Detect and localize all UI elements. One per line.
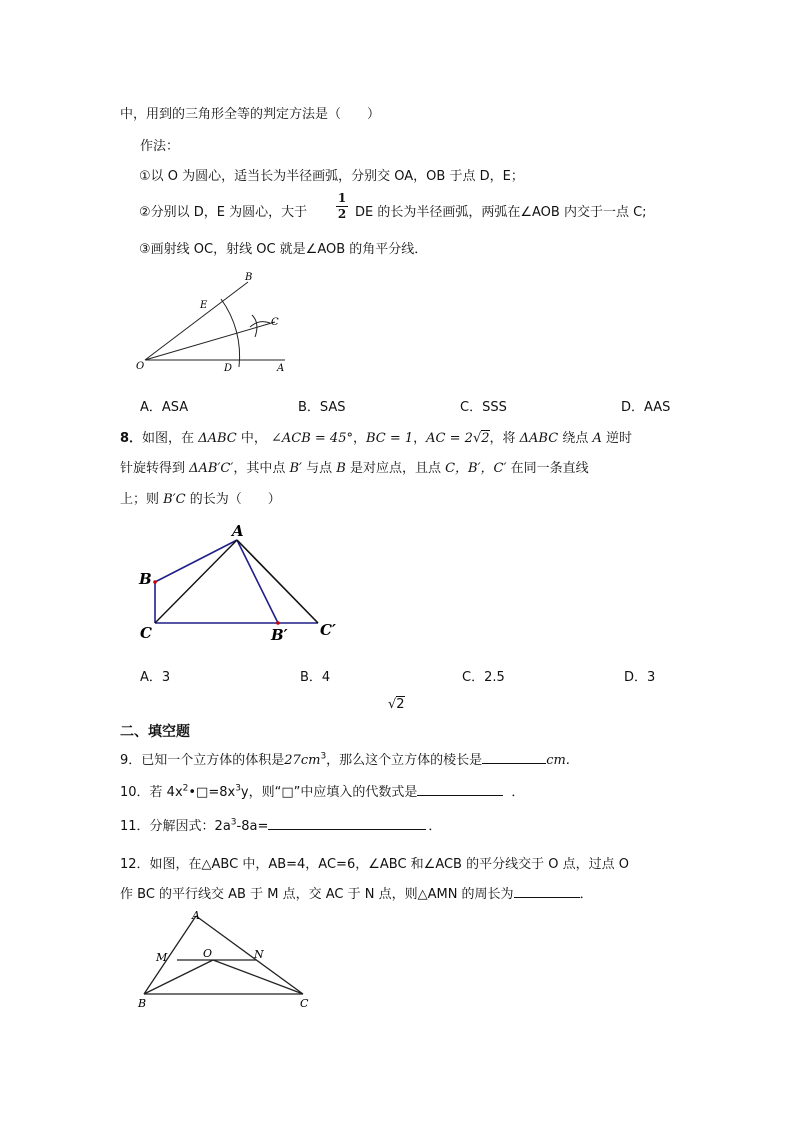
- q8-option-a[interactable]: A．3: [140, 670, 171, 685]
- q8-condition-bc: BC = 1: [365, 431, 414, 446]
- q9-volume: 27cm: [284, 753, 321, 768]
- q8-line3: [120, 488, 281, 507]
- q8-text: 逆时: [601, 431, 632, 446]
- q7-fraction-half: [336, 192, 348, 221]
- label-m: M: [156, 951, 168, 964]
- q7-step3: ③画射线 OC，射线 OC 就是∠AOB 的角平分线．: [139, 242, 428, 257]
- q10-exp: 2: [182, 783, 189, 794]
- label-e: E: [200, 300, 208, 311]
- arc-mark-1: [252, 315, 257, 337]
- label-c: C: [300, 997, 309, 1010]
- q8-collinear-points: C，B′，C′: [445, 461, 507, 476]
- q10-text-part: 10．若 4x: [120, 785, 183, 800]
- ray-ob: [145, 282, 248, 360]
- q8-rotation-figure: [135, 518, 345, 644]
- q7-option-b[interactable]: B．SAS: [298, 400, 346, 415]
- q7-fraction-denominator: 2: [337, 207, 347, 221]
- q8-ac-value: AC = 2: [426, 431, 473, 446]
- q10-exp: 3: [235, 783, 241, 794]
- q12-text-part: 作 BC 的平行线交 AB 于 M 点，交 AC 于 N 点，则△AMN 的周长为: [120, 887, 514, 902]
- q9-text-part: ，那么这个立方体的棱长是: [326, 753, 483, 768]
- q7-intro: 中，用到的三角形全等的判定方法是（ ）: [120, 107, 381, 122]
- q8-text: 针旋转得到: [120, 461, 190, 476]
- q12-line1: 12．如图，在△ABC 中，AB=4，AC=6，∠ABC 和∠ACB 的平分线交于 O 点，过点 O: [120, 857, 629, 872]
- q11-end: ．: [428, 819, 442, 834]
- q8-point-a: A: [592, 431, 602, 446]
- q7-option-c[interactable]: C．SSS: [460, 400, 507, 415]
- q8-text: 的长为（ ）: [185, 492, 281, 507]
- label-o: O: [203, 947, 213, 960]
- label-n: N: [254, 948, 264, 961]
- q11-text-part: 11．分解因式：2a: [120, 819, 231, 834]
- q8-triangle-abc: ΔABC: [198, 431, 237, 446]
- q12-line2: [120, 883, 593, 902]
- q8-text: ，将: [489, 431, 520, 446]
- segment-ac1: [237, 540, 318, 623]
- label-a: A: [232, 522, 244, 540]
- label-b: B: [245, 272, 253, 283]
- arc-de: [221, 299, 240, 367]
- q7-angle-bisector-figure: [130, 265, 300, 377]
- q11-text-part: -8a=: [236, 819, 269, 834]
- label-c: C: [271, 317, 279, 328]
- segment-oc: [213, 960, 303, 994]
- q8-text: 是对应点，且点: [345, 461, 446, 476]
- label-b1: B′: [271, 626, 288, 644]
- q8-triangle-ab1c1: ΔAB′C′: [189, 461, 234, 476]
- q7-step2-part2: DE 的长为半径画弧，两弧在∠AOB 内交于一点 C;: [355, 205, 647, 220]
- q8-text: 上；则: [120, 492, 164, 507]
- q8-text: 中，: [236, 431, 271, 446]
- q9-volume-exp: 3: [320, 751, 327, 762]
- q8-point-b: B: [336, 461, 346, 476]
- q8-segment-b1c: B′C: [163, 492, 186, 507]
- q8-sqrt-radicand: 2: [396, 697, 405, 712]
- point-b1-dot: [276, 621, 280, 625]
- q8-text: 与点: [301, 461, 337, 476]
- q8-point-b1: B′: [289, 461, 302, 476]
- q8-number: 8．: [120, 431, 143, 446]
- q8-text: 如图，在: [142, 431, 199, 446]
- q10-text-part: •□=8x: [188, 785, 236, 800]
- point-b-dot: [153, 580, 157, 584]
- q7-step1: ①以 O 为圆心，适当长为半径画弧，分别交 OA，OB 于点 D，E；: [139, 169, 524, 184]
- segment-bo: [144, 960, 213, 994]
- q10-end: ．: [511, 785, 525, 800]
- q7-method-label: 作法：: [140, 139, 180, 154]
- q8-option-b[interactable]: B．4: [300, 670, 331, 685]
- q7-step2-part1: ②分别以 D，E 为圆心，大于: [139, 205, 308, 220]
- q9-text: [120, 749, 570, 768]
- q8-text: 绕点: [558, 431, 593, 446]
- label-a: A: [277, 363, 285, 374]
- q10-text: [120, 781, 524, 800]
- q8-condition-angle: ∠ACB = 45°: [270, 431, 353, 446]
- label-b: B: [139, 570, 152, 588]
- q12-end: ．: [579, 887, 593, 902]
- label-a: A: [192, 909, 200, 922]
- label-c1: C′: [320, 621, 336, 639]
- q12-answer-blank[interactable]: [514, 884, 580, 898]
- q8-line1: 8．如图，在 ΔABC 中， ∠ACB = 45°，BC = 1，AC = 2√2，将 ΔABC 绕点 A 逆时: [120, 431, 632, 446]
- label-o: O: [136, 361, 145, 372]
- q9-answer-blank[interactable]: [482, 750, 546, 764]
- q9-text-part: 9．已知一个立方体的体积是: [120, 753, 285, 768]
- q8-option-d-sqrt: √2: [388, 697, 405, 712]
- segment-ab: [155, 540, 237, 582]
- q8-triangle-abc: ΔABC: [519, 431, 559, 446]
- q8-option-c[interactable]: C．2.5: [462, 670, 505, 685]
- q11-answer-blank[interactable]: [268, 816, 426, 830]
- segment-ac: [155, 540, 237, 623]
- section-title-fill-blank: 二、填空题: [120, 724, 190, 740]
- segment-ab1: [237, 540, 278, 623]
- q10-answer-blank[interactable]: [417, 782, 503, 796]
- q11-exp: 3: [230, 817, 237, 828]
- q12-triangle-figure: [133, 908, 315, 1010]
- label-b: B: [138, 997, 147, 1010]
- q8-option-d[interactable]: D．3: [624, 670, 656, 685]
- ray-oc: [145, 322, 275, 360]
- q8-condition-ac: AC = 2√2: [426, 431, 490, 446]
- segment-ab: [144, 916, 196, 994]
- q7-option-a[interactable]: A．ASA: [140, 400, 189, 415]
- q9-unit: cm.: [546, 753, 570, 768]
- q8-text: ，其中点: [233, 461, 290, 476]
- q7-option-d[interactable]: D．AAS: [621, 400, 671, 415]
- segment-ac: [196, 916, 303, 994]
- q7-fraction-numerator: 1: [337, 191, 347, 205]
- q8-text: 在同一条直线: [506, 461, 589, 476]
- label-d: D: [224, 363, 233, 374]
- q8-ac-radicand: 2: [481, 431, 490, 446]
- q8-line2: [120, 457, 589, 476]
- q10-text-part: y，则“□”中应填入的代数式是: [240, 785, 418, 800]
- label-c: C: [140, 624, 152, 642]
- q11-text: [120, 815, 441, 834]
